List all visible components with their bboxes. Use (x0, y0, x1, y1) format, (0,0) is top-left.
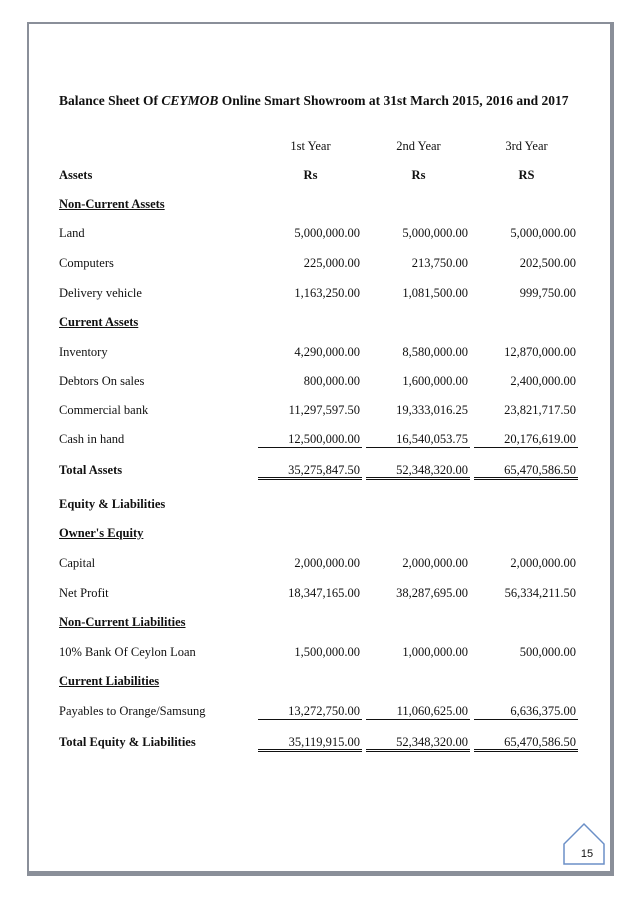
row-label: Payables to Orange/Samsung (59, 704, 206, 718)
table-row (59, 735, 581, 753)
row-value-year-3 (474, 674, 578, 690)
table-row (59, 463, 581, 481)
row-value-year-2: 1,081,500.00 (402, 286, 468, 300)
table-row (59, 615, 581, 633)
row-value-year-1: 5,000,000.00 (294, 226, 360, 240)
row-value-year-1 (258, 497, 362, 513)
row-label: Current Liabilities (59, 674, 160, 688)
table-row (59, 226, 581, 244)
row-value-year-1: 35,275,847.50 (258, 463, 362, 480)
row-value-year-2 (366, 315, 470, 331)
row-value-year-1: 1,163,250.00 (294, 286, 360, 300)
row-value-year-2 (366, 526, 470, 542)
table-row (59, 526, 581, 544)
row-value-year-3: 20,176,619.00 (474, 432, 578, 448)
row-value-year-1 (258, 197, 362, 213)
row-value-year-2: 213,750.00 (411, 256, 468, 270)
table-row (59, 315, 581, 333)
row-label: Capital (59, 556, 96, 570)
row-value-year-1 (258, 615, 362, 631)
row-label: Debtors On sales (59, 374, 145, 388)
table-row (59, 432, 581, 450)
row-value-year-3: 5,000,000.00 (510, 226, 576, 240)
column-header-year-3: 3rd Year (505, 139, 548, 153)
row-value-year-1: 12,500,000.00 (258, 432, 362, 448)
row-label: Delivery vehicle (59, 286, 142, 300)
row-label: Land (59, 226, 85, 240)
row-label: Owner's Equity (59, 526, 144, 540)
row-value-year-3 (474, 497, 578, 513)
row-value-year-1: 35,119,915.00 (258, 735, 362, 752)
assets-label: Assets (59, 168, 93, 182)
table-row (59, 674, 581, 692)
row-value-year-3: 65,470,586.50 (474, 463, 578, 480)
title-prefix: Balance Sheet Of (59, 93, 162, 108)
row-value-year-2: 5,000,000.00 (402, 226, 468, 240)
table-row (59, 197, 581, 215)
row-value-year-1: 225,000.00 (303, 256, 360, 270)
row-value-year-2: 1,000,000.00 (402, 645, 468, 659)
row-value-year-3: 65,470,586.50 (474, 735, 578, 752)
title-suffix: Online Smart Showroom at 31st March 2015, 2016 and 2017 (218, 93, 569, 108)
row-value-year-3: 202,500.00 (519, 256, 576, 270)
row-value-year-2 (366, 197, 470, 213)
row-value-year-3: 2,400,000.00 (510, 374, 576, 388)
table-row (59, 345, 581, 363)
row-value-year-3 (474, 526, 578, 542)
table-row (59, 374, 581, 392)
title-brand: CEYMOB (161, 93, 219, 108)
row-value-year-1: 4,290,000.00 (294, 345, 360, 359)
row-value-year-2: 38,287,695.00 (396, 586, 468, 600)
row-value-year-1: 11,297,597.50 (288, 403, 360, 417)
row-value-year-3 (474, 315, 578, 331)
row-label: Commercial bank (59, 403, 149, 417)
row-value-year-3: 56,334,211.50 (504, 586, 576, 600)
row-value-year-2: 2,000,000.00 (402, 556, 468, 570)
row-value-year-3: 999,750.00 (519, 286, 576, 300)
row-value-year-3: 23,821,717.50 (504, 403, 576, 417)
row-label: Total Equity & Liabilities (59, 735, 196, 749)
row-value-year-3 (474, 197, 578, 213)
row-label: 10% Bank Of Ceylon Loan (59, 645, 196, 659)
row-value-year-1: 800,000.00 (303, 374, 360, 388)
column-header-year-1: 1st Year (290, 139, 331, 153)
row-value-year-1 (258, 674, 362, 690)
table-row (59, 256, 581, 274)
row-label: Non-Current Liabilities (59, 615, 186, 629)
table-row (59, 497, 581, 515)
page-number: 15 (580, 848, 594, 860)
currency-header-3: RS (518, 168, 535, 182)
table-row (59, 286, 581, 304)
row-label: Total Assets (59, 463, 123, 477)
row-label: Current Assets (59, 315, 139, 329)
row-value-year-3: 6,636,375.00 (474, 704, 578, 720)
table-row (59, 556, 581, 574)
row-label: Computers (59, 256, 114, 270)
table-row (59, 586, 581, 604)
currency-header-2: Rs (411, 168, 426, 182)
row-value-year-1: 13,272,750.00 (258, 704, 362, 720)
row-value-year-2: 52,348,320.00 (366, 735, 470, 752)
row-label: Non-Current Assets (59, 197, 165, 211)
row-value-year-1 (258, 315, 362, 331)
row-value-year-3: 12,870,000.00 (504, 345, 576, 359)
document-title (59, 92, 579, 110)
row-label: Equity & Liabilities (59, 497, 166, 511)
row-value-year-2: 52,348,320.00 (366, 463, 470, 480)
row-value-year-2 (366, 674, 470, 690)
row-value-year-3: 500,000.00 (519, 645, 576, 659)
column-header-year-2: 2nd Year (396, 139, 441, 153)
table-row (59, 704, 581, 722)
row-value-year-1: 18,347,165.00 (288, 586, 360, 600)
row-value-year-3 (474, 615, 578, 631)
row-value-year-2 (366, 497, 470, 513)
row-value-year-2 (366, 615, 470, 631)
table-row (59, 403, 581, 421)
row-label: Net Profit (59, 586, 109, 600)
row-label: Cash in hand (59, 432, 125, 446)
row-value-year-1 (258, 526, 362, 542)
row-value-year-3: 2,000,000.00 (510, 556, 576, 570)
currency-header-1: Rs (303, 168, 318, 182)
row-value-year-2: 16,540,053.75 (366, 432, 470, 448)
table-row (59, 645, 581, 663)
row-label: Inventory (59, 345, 108, 359)
row-value-year-2: 19,333,016.25 (396, 403, 468, 417)
row-value-year-2: 8,580,000.00 (402, 345, 468, 359)
row-value-year-2: 11,060,625.00 (366, 704, 470, 720)
row-value-year-1: 2,000,000.00 (294, 556, 360, 570)
row-value-year-1: 1,500,000.00 (294, 645, 360, 659)
row-value-year-2: 1,600,000.00 (402, 374, 468, 388)
